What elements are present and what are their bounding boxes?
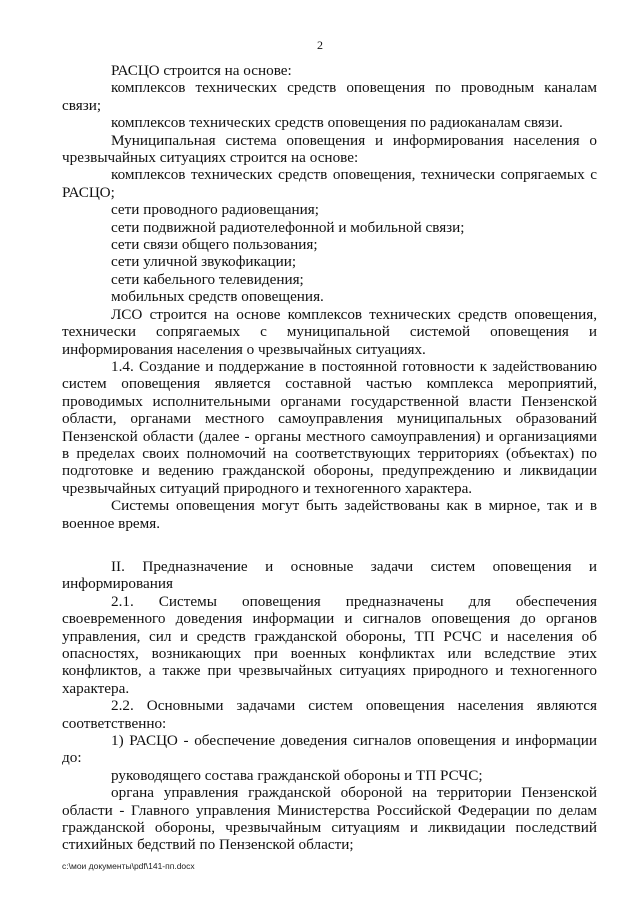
paragraph: сети подвижной радиотелефонной и мобильной связи;: [111, 218, 465, 236]
paragraph: комплексов технических средств оповещения по радиоканалам связи.: [111, 114, 563, 132]
paragraph: ЛСО строится на основе комплексов технических средств оповещения, технически сопрягаемых с муниципальной системой оповещения и информирования населения о чрезвычайных ситуациях.: [62, 305, 597, 358]
document-body: [62, 62, 597, 854]
paragraph: сети уличной звукофикации;: [111, 253, 297, 271]
paragraph: 1.4. Создание и поддержание в постоянной готовности к задействованию систем оповещения является составной частью комплекса мероприятий, проводимых исполнительными органами государственной власти Пензенской области, органами местного самоуправления муниципальных образований Пензенской области (далее - органы местного самоуправления) и организациями в пределах своих полномочий на соответствующих территориях (объектах) по подготовке и ведению гражданской обороны, предупреждению и ликвидации чрезвычайных ситуаций природного и техногенного характера.: [62, 357, 597, 497]
paragraph: мобильных средств оповещения.: [111, 288, 324, 306]
page-number: 2: [317, 38, 323, 52]
paragraph: органа управления гражданской обороной на территории Пензенской области - Главного управления Министерства Российской Федерации по делам гражданской обороны, чрезвычайным ситуациям и ликвидации последствий стихийных бедствий по Пензенской области;: [62, 784, 597, 854]
paragraph: РАСЦО строится на основе:: [111, 62, 292, 79]
footer-file-path: c:\мои документы\pdf\141-пп.docx: [62, 861, 195, 871]
paragraph: Муниципальная система оповещения и информирования населения о чрезвычайных ситуациях строится на основе:: [62, 131, 597, 167]
paragraph: Системы оповещения могут быть задействованы как в мирное, так и в военное время.: [62, 497, 597, 532]
paragraph: 1) РАСЦО - обеспечение доведения сигналов оповещения и информации до:: [62, 732, 597, 767]
section-heading: II. Предназначение и основные задачи систем оповещения и информирования: [62, 557, 597, 593]
paragraph: 2.1. Системы оповещения предназначены для обеспечения своевременного доведения информации и сигналов оповещения до органов управления, сил и средств гражданской обороны, ТП РСЧС и населения об опасностях, возникающих при военных конфликтах или вследствие этих конфликтов, а также при чрезвычайных ситуациях природного и техногенного характера.: [62, 592, 597, 697]
paragraph: 2.2. Основными задачами систем оповещения населения являются соответственно:: [62, 697, 597, 732]
paragraph: сети кабельного телевидения;: [111, 270, 304, 288]
paragraph: руководящего состава гражданской обороны и ТП РСЧС;: [111, 766, 483, 784]
paragraph: сети проводного радиовещания;: [111, 201, 319, 219]
paragraph: сети связи общего пользования;: [111, 236, 318, 254]
paragraph: комплексов технических средств оповещения, технически сопрягаемых с РАСЦО;: [62, 166, 597, 201]
paragraph: комплексов технических средств оповещения по проводным каналам связи;: [62, 79, 597, 114]
